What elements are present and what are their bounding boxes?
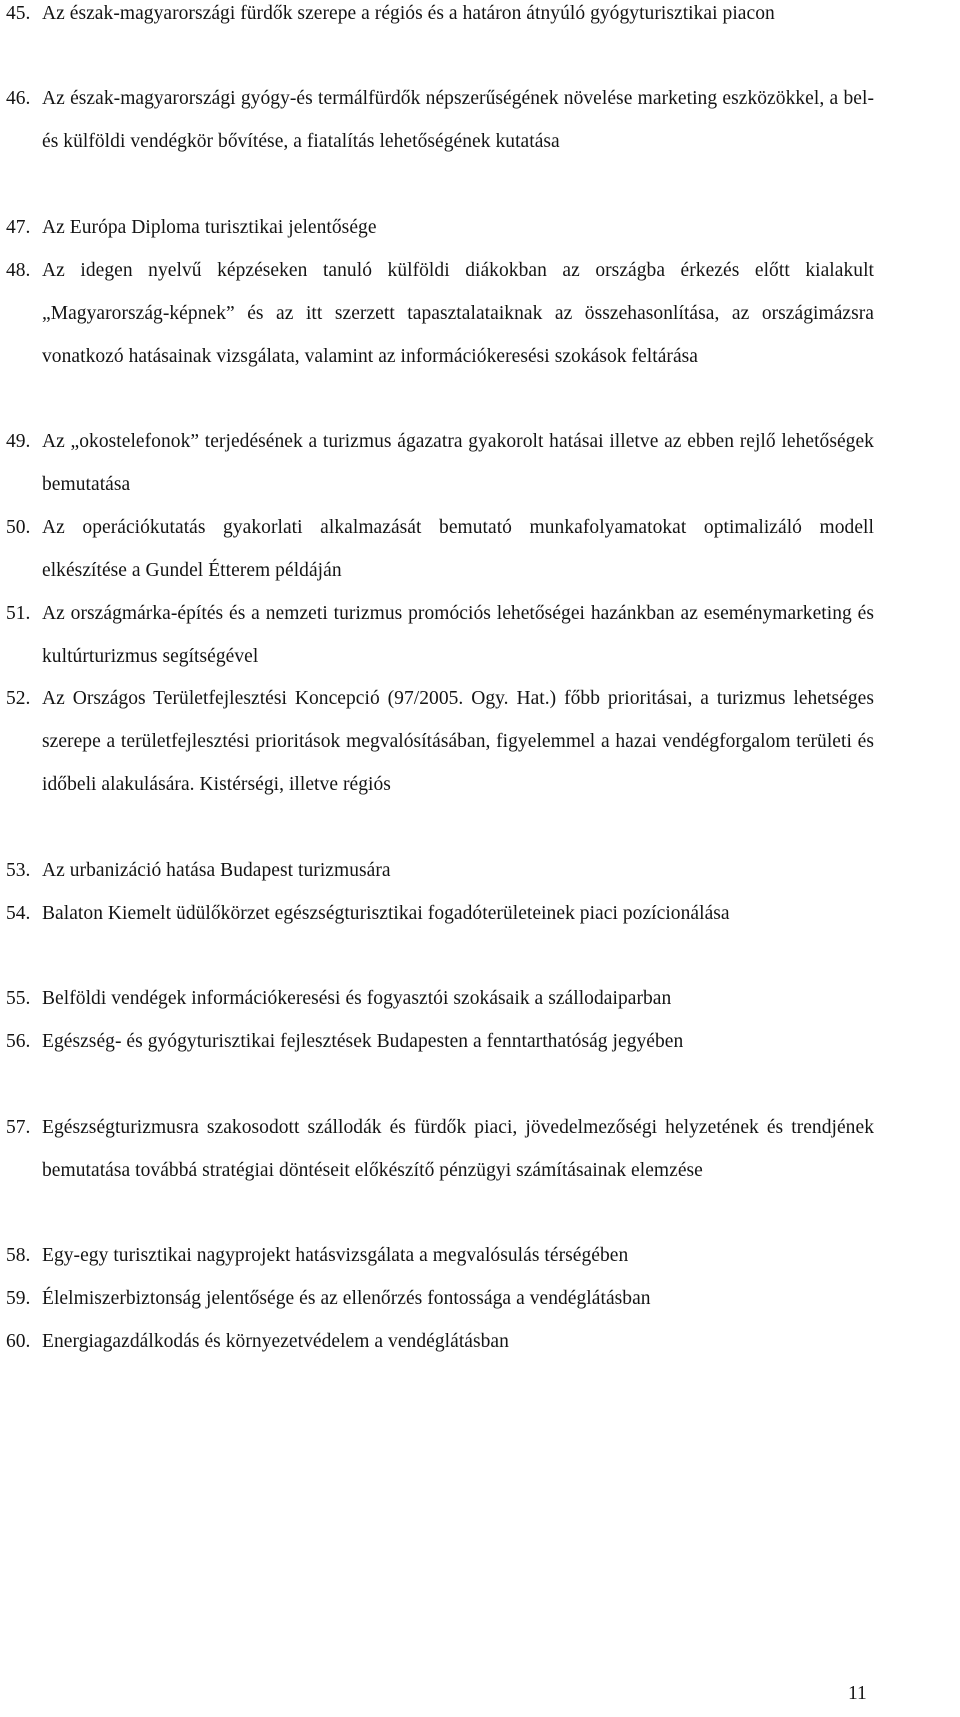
item-number: 60.	[6, 1331, 31, 1352]
item-text: Belföldi vendégek információkeresési és fogyasztói szokásaik a szállodaiparban	[42, 988, 672, 1009]
list-item	[6, 1107, 874, 1193]
item-number: 46.	[6, 88, 31, 109]
list-item	[6, 507, 874, 593]
list-item	[6, 593, 874, 679]
item-text: Balaton Kiemelt üdülőkörzet egészségturisztikai fogadóterületeinek piaci pozícionálása	[42, 903, 730, 924]
list-item	[6, 1321, 874, 1364]
item-number: 54.	[6, 903, 31, 924]
item-text: Az Országos Területfejlesztési Koncepció (97/2005. Ogy. Hat.) főbb prioritásai, a turizmus lehetséges szerepe a területfejlesztési prioritások megvalósításában, figyelemmel a hazai vendégforgalom területi és időbeli alakulására. Kistérségi, illetve régiós	[42, 688, 874, 795]
page-number: 11	[848, 1683, 867, 1704]
item-text: Az észak-magyarországi gyógy-és termálfürdők népszerűségének növelése marketing eszközökkel, a bel- és külföldi vendégkör bővítése, a fiatalítás lehetőségének kutatása	[42, 88, 874, 152]
list-item	[6, 678, 874, 806]
list-item	[6, 893, 874, 936]
list-item	[6, 78, 874, 164]
item-text: Az „okostelefonok” terjedésének a turizmus ágazatra gyakorolt hatásai illetve az ebben rejlő lehetőségek bemutatása	[42, 431, 874, 495]
list-item	[6, 1278, 874, 1321]
item-number: 53.	[6, 860, 31, 881]
item-number: 48.	[6, 260, 31, 281]
item-number: 56.	[6, 1031, 31, 1052]
list-item	[6, 978, 874, 1021]
item-number: 50.	[6, 517, 31, 538]
item-text: Az idegen nyelvű képzéseken tanuló külföldi diákokban az országba érkezés előtt kialakult „Magyarország-képnek” és az itt szerzett tapasztalataiknak az összehasonlítása, az országimázsra vonatkozó hatásainak vizsgálata, valamint az információkeresési szokások feltárása	[42, 260, 874, 367]
list-item	[6, 850, 874, 893]
list-item	[6, 0, 874, 36]
item-number: 52.	[6, 688, 31, 709]
item-text: Az észak-magyarországi fürdők szerepe a régiós és a határon átnyúló gyógyturisztikai piacon	[42, 3, 775, 24]
item-number: 51.	[6, 603, 31, 624]
item-text: Az országmárka-építés és a nemzeti turizmus promóciós lehetőségei hazánkban az eseménymarketing és kultúrturizmus segítségével	[42, 603, 874, 667]
item-text: Egészségturizmusra szakosodott szállodák és fürdők piaci, jövedelmezőségi helyzetének és trendjének bemutatása továbbá stratégiai döntéseit előkészítő pénzügyi számításainak elemzése	[42, 1117, 874, 1181]
list-item	[6, 250, 874, 378]
item-text: Egy-egy turisztikai nagyprojekt hatásvizsgálata a megvalósulás térségében	[42, 1245, 629, 1266]
item-text: Egészség- és gyógyturisztikai fejlesztések Budapesten a fenntarthatóság jegyében	[42, 1031, 684, 1052]
item-number: 45.	[6, 3, 31, 24]
list-item	[6, 421, 874, 507]
item-number: 55.	[6, 988, 31, 1009]
item-number: 57.	[6, 1117, 31, 1138]
item-number: 59.	[6, 1288, 31, 1309]
item-number: 47.	[6, 217, 31, 238]
list-item	[6, 1021, 874, 1064]
item-number: 58.	[6, 1245, 31, 1266]
item-text: Energiagazdálkodás és környezetvédelem a vendéglátásban	[42, 1331, 509, 1352]
item-text: Az urbanizáció hatása Budapest turizmusára	[42, 860, 391, 881]
item-text: Az operációkutatás gyakorlati alkalmazását bemutató munkafolyamatokat optimalizáló modell elkészítése a Gundel Étterem példáján	[42, 517, 874, 581]
item-text: Az Európa Diploma turisztikai jelentősége	[42, 217, 377, 238]
item-number: 49.	[6, 431, 31, 452]
list-item	[6, 1235, 874, 1278]
list-item	[6, 207, 874, 250]
item-text: Élelmiszerbiztonság jelentősége és az ellenőrzés fontossága a vendéglátásban	[42, 1288, 651, 1309]
